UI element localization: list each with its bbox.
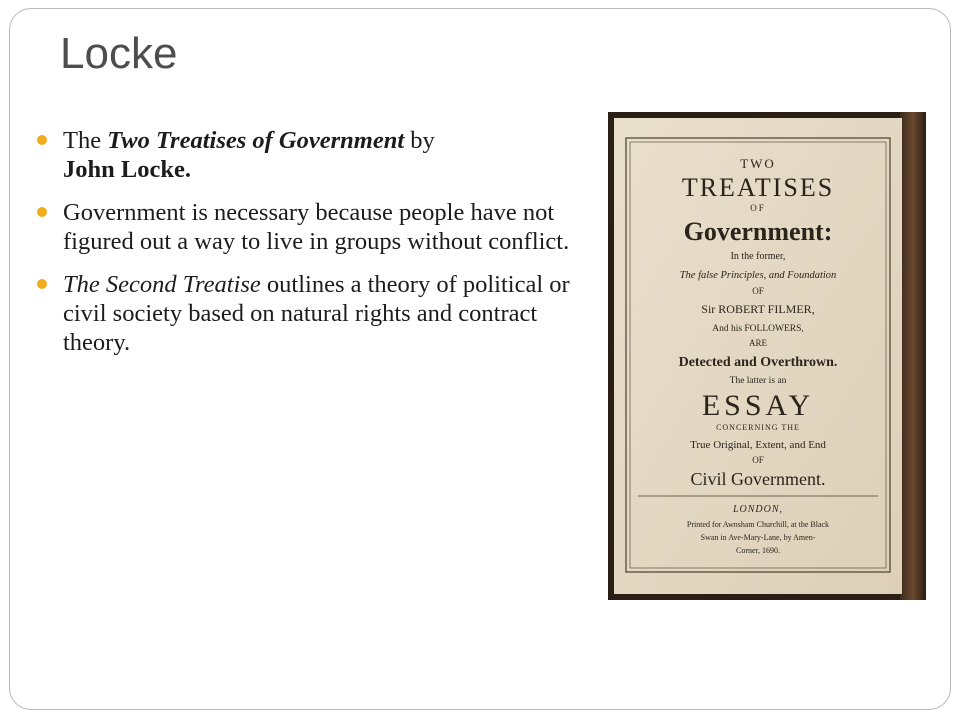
- page-line-4: Government:: [683, 217, 833, 246]
- page-line-10: ARE: [749, 338, 767, 348]
- page-line-7: OF: [752, 286, 764, 296]
- bullet-dot-icon: [37, 279, 47, 289]
- page-line-17: Civil Government.: [690, 469, 826, 489]
- page-line-2: TREATISES: [681, 173, 835, 202]
- bullet-item-2: [37, 198, 577, 256]
- page-line-13: ESSAY: [701, 389, 815, 422]
- page-line-14: CONCERNING THE: [716, 423, 800, 432]
- bullet-1-prefix: The: [63, 127, 108, 154]
- page-line-21: Corner, 1690.: [736, 546, 780, 555]
- bullet-list: [37, 126, 577, 371]
- book-title-page-photo: [608, 112, 926, 600]
- page-line-18: LONDON,: [732, 504, 784, 515]
- bullet-item-1: [37, 126, 577, 184]
- page-line-1: TWO: [740, 156, 776, 171]
- book-spine: [900, 112, 926, 600]
- bullet-dot-icon: [37, 207, 47, 217]
- page-line-16: OF: [752, 455, 764, 465]
- bullet-1-mid: by: [404, 127, 435, 154]
- page-line-15: True Original, Extent, and End: [690, 439, 826, 451]
- page-line-8: Sir ROBERT FILMER,: [701, 302, 815, 316]
- page-line-3: OF: [750, 203, 766, 213]
- bullet-2-text: Government is necessary because people have not figured out a way to live in groups without conflict.: [63, 199, 570, 255]
- page-line-11: Detected and Overthrown.: [678, 355, 838, 370]
- bullet-dot-icon: [37, 135, 47, 145]
- bullet-3-text: outlines a theory of political or civil society based on natural rights and contract theory.: [63, 271, 570, 356]
- bullet-3-italic: The Second Treatise: [63, 271, 261, 298]
- bullet-1-book-title: Two Treatises of Government: [107, 127, 405, 154]
- page-line-6: The false Principles, and Foundation: [679, 270, 837, 281]
- page-line-5: In the former,: [730, 251, 786, 262]
- page-line-12: The latter is an: [729, 376, 787, 386]
- page-line-20: Swan in Ave-Mary-Lane, by Amen-: [700, 533, 816, 542]
- page-line-9: And his FOLLOWERS,: [712, 324, 804, 334]
- slide-title: Locke: [60, 29, 178, 78]
- page-line-19: Printed for Awnsham Churchill, at the Black: [686, 520, 830, 529]
- bullet-item-3: [37, 270, 577, 357]
- bullet-1-author: John Locke.: [63, 156, 191, 183]
